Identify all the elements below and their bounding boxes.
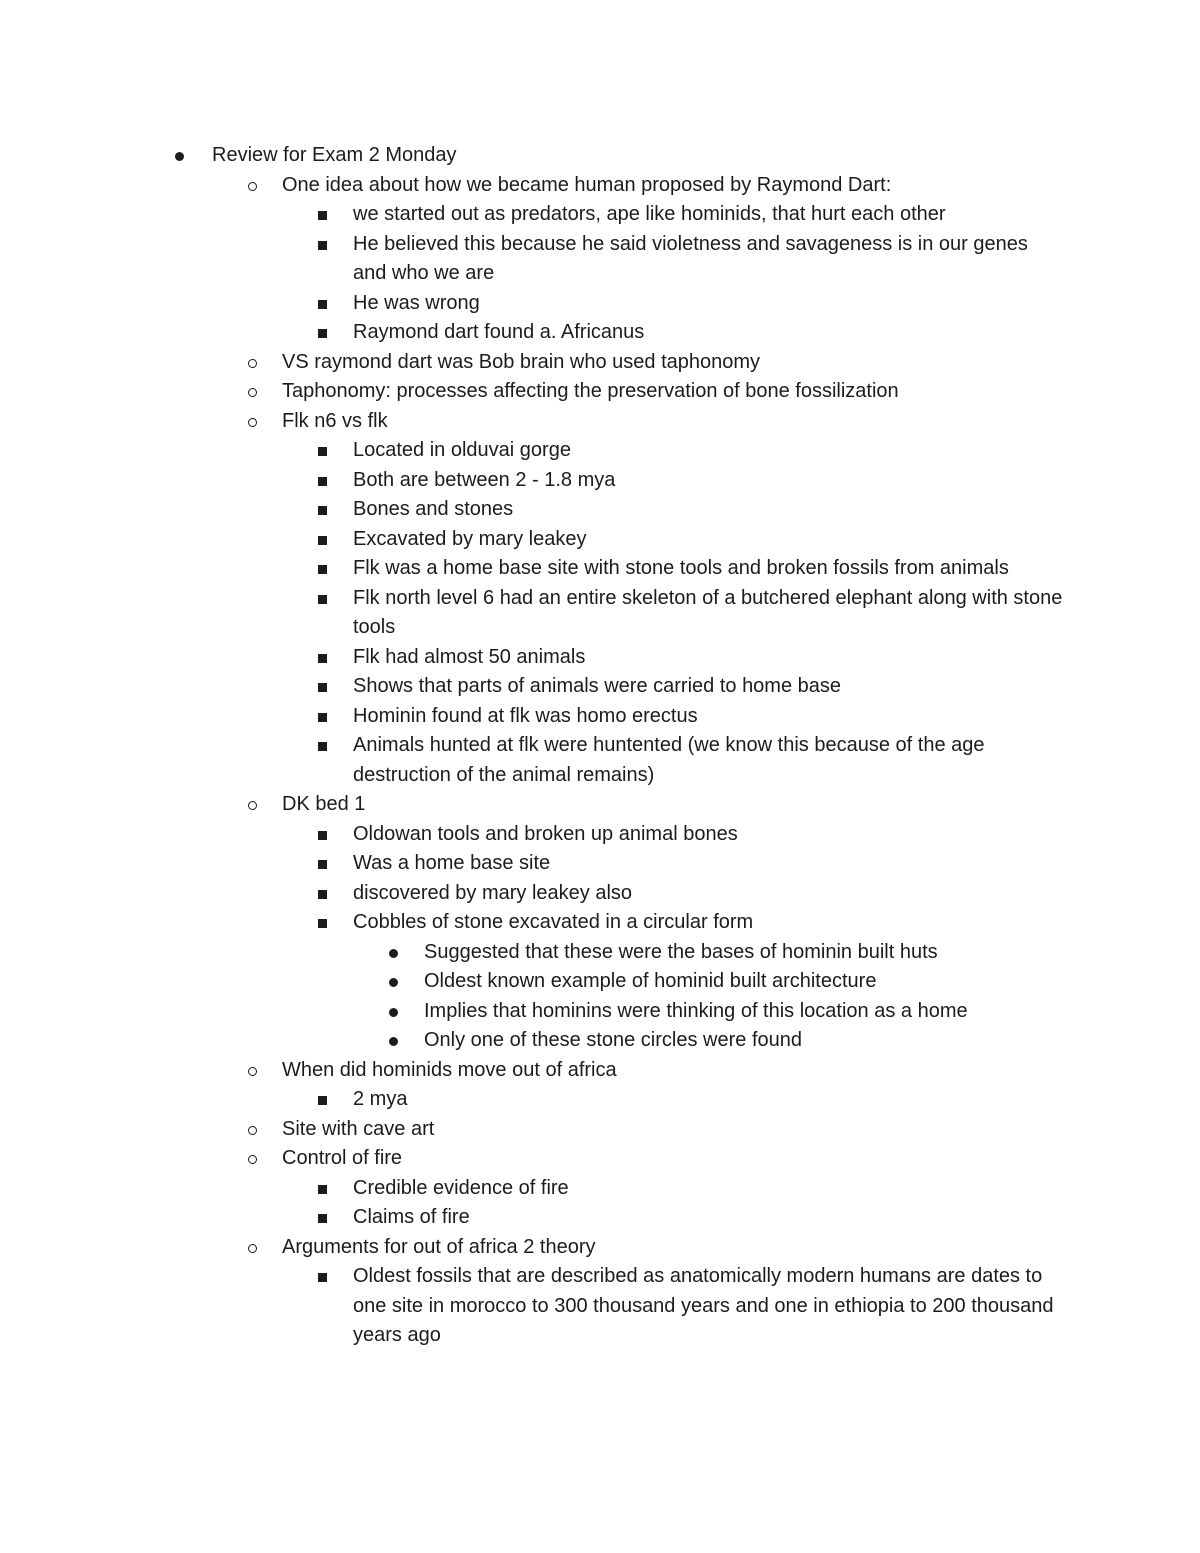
bullet-circle-icon [248, 801, 257, 810]
list-item-text: Was a home base site [353, 852, 551, 874]
list-item-text: Raymond dart found a. Africanus [353, 321, 645, 343]
list-item [0, 938, 1200, 968]
list-item-text: Suggested that these were the bases of hominin built huts [424, 940, 938, 963]
list-item-text: Oldest fossils that are described as anatomically modern humans are dates to one site in morocco to 300 thousand years and one in ethiopia to 200 thousand years ago [353, 1265, 1054, 1346]
list-item-text: VS raymond dart was Bob brain who used taphonomy [282, 350, 761, 373]
list-item [0, 1115, 1200, 1145]
list-item [0, 200, 1063, 230]
list-item-text: Arguments for out of africa 2 theory [282, 1235, 596, 1258]
list-item-text: Implies that hominins were thinking of this location as a home [424, 999, 968, 1022]
bullet-disc-icon [389, 949, 398, 958]
bullet-square-icon [318, 890, 327, 899]
list-item [0, 407, 1200, 437]
list-item [0, 466, 1063, 496]
list-item [0, 318, 1063, 348]
list-item-text: Review for Exam 2 Monday [212, 144, 457, 166]
list-item-text: discovered by mary leakey also [353, 881, 633, 904]
list-item [0, 436, 1063, 466]
list-item [0, 879, 1063, 909]
list-item [0, 377, 1200, 407]
list-item [0, 643, 1063, 673]
bullet-square-icon [318, 300, 327, 309]
bullet-square-icon [318, 654, 327, 663]
list-item [0, 672, 1063, 702]
list-item-text: Credible evidence of fire [353, 1176, 569, 1199]
bullet-circle-icon [248, 1155, 257, 1164]
list-item-text: Excavated by mary leakey [353, 527, 587, 550]
list-item [0, 967, 1200, 997]
list-item [0, 1233, 1200, 1263]
list-item [0, 1174, 1063, 1204]
list-item [0, 1026, 1200, 1056]
bullet-square-icon [318, 742, 327, 751]
list-item-text: Flk had almost 50 animals [353, 645, 586, 668]
list-item-text: Flk was a home base site with stone tools and broken fossils from animals [353, 557, 1009, 579]
list-item-text: 2 mya [353, 1088, 408, 1110]
list-item [0, 230, 1063, 289]
bullet-square-icon [318, 211, 327, 220]
list-item [0, 908, 1063, 938]
list-item-text: we started out as predators, ape like hominids, that hurt each other [353, 203, 946, 225]
bullet-square-icon [318, 595, 327, 604]
bullet-square-icon [318, 860, 327, 869]
list-item-text: Flk north level 6 had an entire skeleton of a butchered elephant along with stone tools [353, 586, 1063, 638]
bullet-square-icon [318, 477, 327, 486]
list-item [0, 171, 1200, 201]
list-item-text: Animals hunted at flk were huntented (we know this because of the age destruction of the animal remains) [353, 734, 985, 786]
list-item [0, 554, 1063, 584]
bullet-disc-icon [389, 1008, 398, 1017]
bullet-circle-icon [248, 1067, 257, 1076]
list-item [0, 849, 1063, 879]
list-item [0, 1056, 1200, 1086]
list-item [0, 141, 1200, 171]
list-item-text: When did hominids move out of africa [282, 1058, 617, 1081]
list-item [0, 997, 1200, 1027]
list-item [0, 820, 1063, 850]
list-item [0, 584, 1063, 643]
bullet-circle-icon [248, 182, 257, 191]
bullet-square-icon [318, 506, 327, 515]
bullet-square-icon [318, 1185, 327, 1194]
list-item-text: Oldest known example of hominid built architecture [424, 970, 877, 992]
list-item-text: Claims of fire [353, 1206, 470, 1228]
bullet-square-icon [318, 831, 327, 840]
bullet-square-icon [318, 565, 327, 574]
list-item [0, 289, 1063, 319]
bullet-circle-icon [248, 359, 257, 368]
bullet-square-icon [318, 241, 327, 250]
bullet-square-icon [318, 919, 327, 928]
bullet-square-icon [318, 447, 327, 456]
bullet-square-icon [318, 1214, 327, 1223]
list-item-text: Flk n6 vs flk [282, 409, 388, 432]
list-item-text: He believed this because he said violetness and savageness is in our genes and who we are [353, 232, 1028, 284]
list-item-text: Shows that parts of animals were carried to home base [353, 675, 842, 697]
bullet-square-icon [318, 1273, 327, 1282]
bullet-square-icon [318, 683, 327, 692]
bullet-square-icon [318, 1096, 327, 1105]
bullet-circle-icon [248, 1244, 257, 1253]
list-item-text: Cobbles of stone excavated in a circular form [353, 911, 754, 933]
list-item [0, 1203, 1063, 1233]
notes-outline [0, 141, 1200, 1351]
bullet-disc-icon [389, 1037, 398, 1046]
list-item-text: Hominin found at flk was homo erectus [353, 704, 698, 727]
bullet-disc-icon [175, 152, 184, 161]
list-item-text: Bones and stones [353, 498, 514, 520]
bullet-circle-icon [248, 418, 257, 427]
bullet-square-icon [318, 713, 327, 722]
list-item [0, 348, 1200, 378]
list-item-text: Control of fire [282, 1147, 403, 1169]
list-item-text: DK bed 1 [282, 793, 366, 815]
list-item-text: Oldowan tools and broken up animal bones [353, 822, 738, 845]
bullet-circle-icon [248, 1126, 257, 1135]
list-item [0, 1262, 1063, 1351]
list-item-text: One idea about how we became human proposed by Raymond Dart: [282, 173, 892, 196]
list-item [0, 790, 1200, 820]
list-item-text: Taphonomy: processes affecting the preservation of bone fossilization [282, 380, 899, 402]
list-item-text: He was wrong [353, 291, 480, 314]
list-item-text: Site with cave art [282, 1117, 435, 1140]
list-item-text: Located in olduvai gorge [353, 439, 571, 461]
list-item-text: Only one of these stone circles were found [424, 1029, 802, 1051]
list-item [0, 731, 1063, 790]
bullet-disc-icon [389, 978, 398, 987]
list-item [0, 1085, 1063, 1115]
bullet-square-icon [318, 536, 327, 545]
list-item [0, 702, 1063, 732]
list-item [0, 1144, 1200, 1174]
bullet-square-icon [318, 329, 327, 338]
bullet-circle-icon [248, 388, 257, 397]
list-item-text: Both are between 2 - 1.8 mya [353, 468, 616, 491]
list-item [0, 525, 1063, 555]
list-item [0, 495, 1063, 525]
